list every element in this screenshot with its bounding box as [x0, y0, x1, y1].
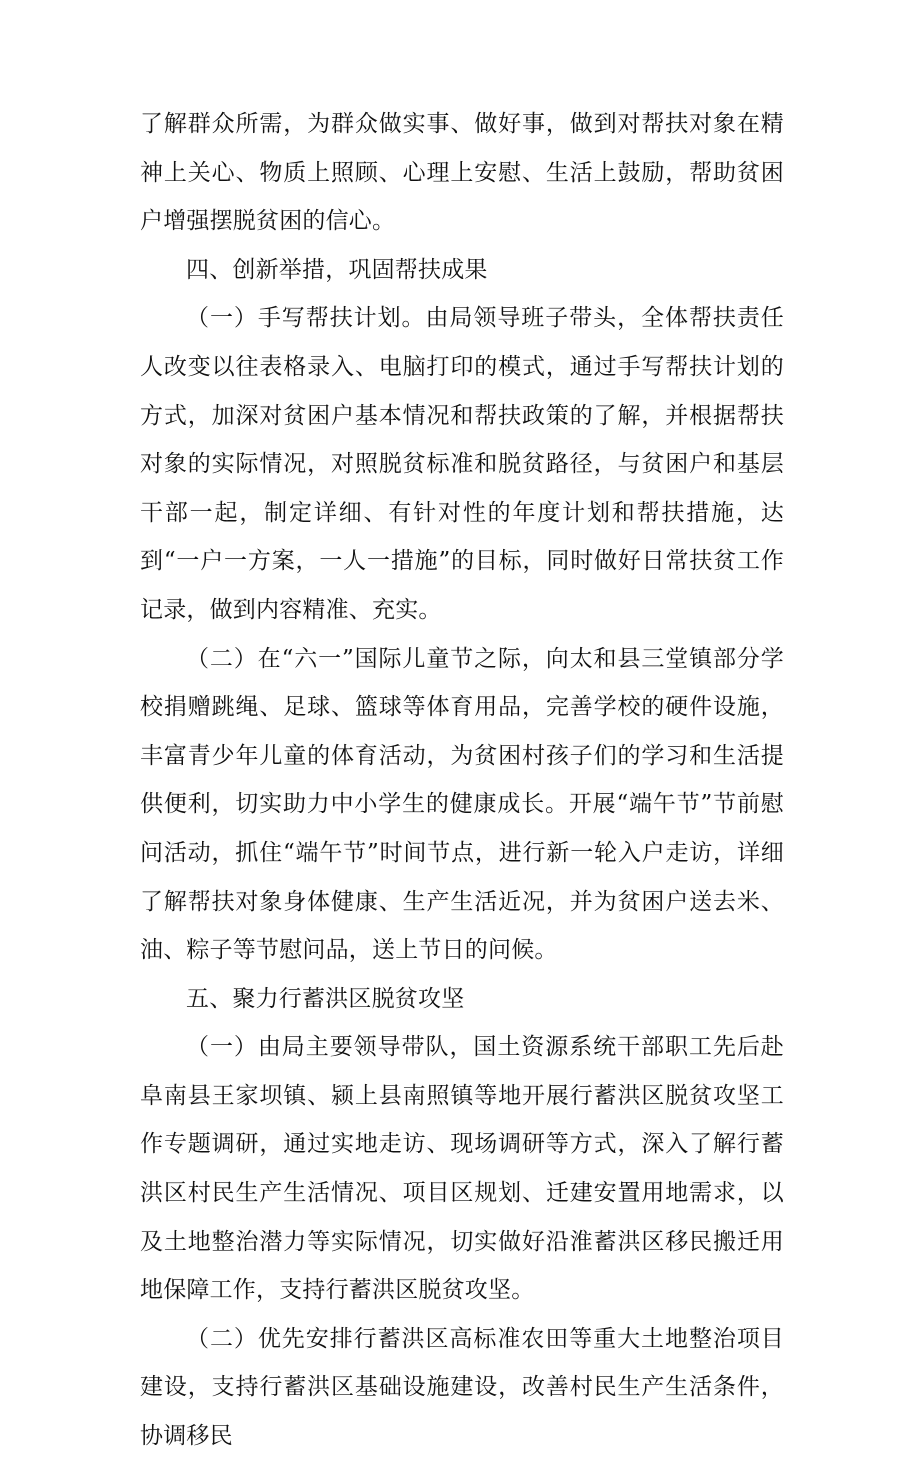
paragraph-field-research: （一）由局主要领导带队，国土资源系统干部职工先后赴阜南县王家坝镇、颍上县南照镇等地开展行蓄洪区脱贫攻坚工作专题调研，通过实地走访、现场调研等方式，深入了解行蓄洪区村民生产生活情况、项目区规划、迁建安置用地需求，以及土地整治潜力等实际情况，切实做好沿淮蓄洪区移民搬迁用地保障工作，支持行蓄洪区脱贫攻坚。 — [140, 1034, 784, 1304]
section-heading-four: 四、创新举措，巩固帮扶成果 — [186, 256, 488, 283]
paragraph-handwritten-plan: （一）手写帮扶计划。由局领导班子带头，全体帮扶责任人改变以往表格录入、电脑打印的模式，通过手写帮扶计划的方式，加深对贫困户基本情况和帮扶政策的了解，并根据帮扶对象的实际情况，对照脱贫标准和脱贫路径，与贫困户和基层干部一起，制定详细、有针对性的年度计划和帮扶措施，达到“一户一方案，一人一措施”的目标，同时做好日常扶贫工作记录，做到内容精准、充实。 — [140, 305, 784, 623]
paragraph-priority-projects: （二）优先安排行蓄洪区高标准农田等重大土地整治项目建设，支持行蓄洪区基础设施建设，改善村民生产生活条件，协调移民 — [140, 1325, 784, 1450]
document-page — [140, 100, 784, 1461]
section-heading-five: 五、聚力行蓄洪区脱贫攻坚 — [186, 985, 465, 1012]
paragraph-continuation: 了解群众所需，为群众做实事、做好事，做到对帮扶对象在精神上关心、物质上照顾、心理上安慰、生活上鼓励，帮助贫困户增强摆脱贫困的信心。 — [140, 111, 784, 235]
paragraph-childrens-day: （二）在“六一”国际儿童节之际，向太和县三堂镇部分学校捐赠跳绳、足球、篮球等体育用品，完善学校的硬件设施，丰富青少年儿童的体育活动，为贫困村孩子们的学习和生活提供便利，切实助力中小学生的健康成长。开展“端午节”节前慰问活动，抓住“端午节”时间节点，进行新一轮入户走访，详细了解帮扶对象身体健康、生产生活近况，并为贫困户送去米、油、粽子等节慰问品，送上节日的问候。 — [140, 645, 784, 964]
